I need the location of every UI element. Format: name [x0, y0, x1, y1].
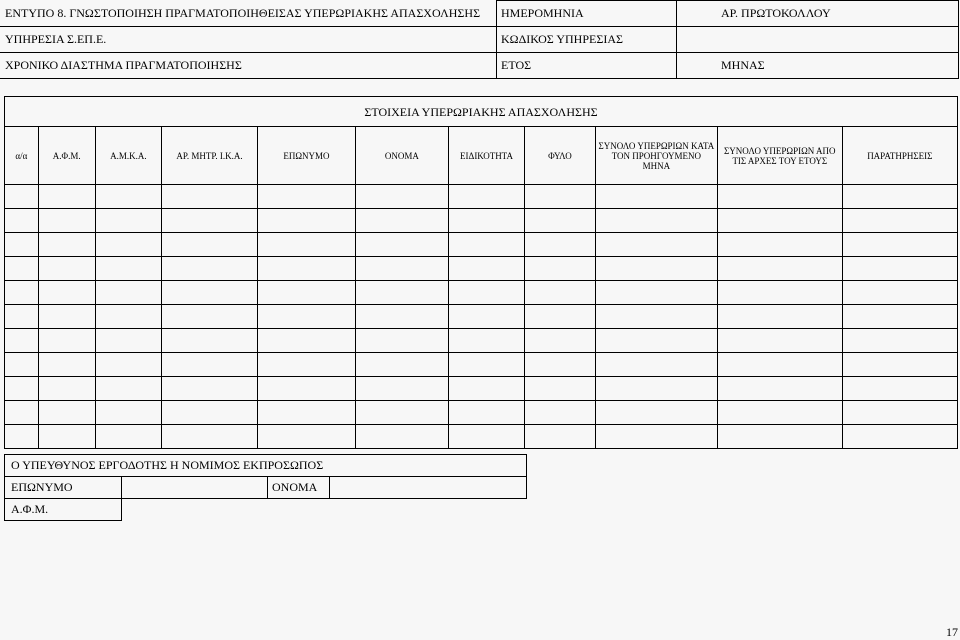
table-cell[interactable]	[38, 329, 95, 353]
table-cell[interactable]	[842, 353, 957, 377]
table-cell[interactable]	[5, 233, 39, 257]
table-cell[interactable]	[525, 233, 595, 257]
col-header-ytd-total: ΣΥΝΟΛΟ ΥΠΕΡΩΡΙΩΝ ΑΠΟ ΤΙΣ ΑΡΧΕΣ ΤΟΥ ΕΤΟΥΣ	[718, 127, 842, 185]
table-cell[interactable]	[718, 329, 842, 353]
table-cell[interactable]	[718, 353, 842, 377]
table-cell[interactable]	[95, 425, 161, 449]
signature-title: Ο ΥΠΕΥΘΥΝΟΣ ΕΡΓΟΔΟΤΗΣ Η ΝΟΜΙΜΟΣ ΕΚΠΡΟΣΩΠΟΣ	[5, 455, 527, 477]
table-cell[interactable]	[448, 305, 525, 329]
table-cell[interactable]	[355, 377, 448, 401]
table-cell[interactable]	[162, 329, 258, 353]
table-cell[interactable]	[842, 329, 957, 353]
table-cell[interactable]	[95, 185, 161, 209]
table-row	[5, 329, 958, 353]
table-cell[interactable]	[38, 257, 95, 281]
table-cell[interactable]	[38, 377, 95, 401]
table-cell[interactable]	[38, 233, 95, 257]
table-cell[interactable]	[162, 233, 258, 257]
table-cell[interactable]	[595, 185, 717, 209]
table-cell[interactable]	[257, 353, 355, 377]
table-row	[5, 185, 958, 209]
table-row	[5, 425, 958, 449]
table-cell[interactable]	[842, 281, 957, 305]
afm-label: Α.Φ.Μ.	[5, 499, 122, 521]
table-row	[5, 353, 958, 377]
table-cell[interactable]	[5, 425, 39, 449]
table-cell[interactable]	[257, 401, 355, 425]
table-cell[interactable]	[5, 257, 39, 281]
table-cell[interactable]	[5, 305, 39, 329]
table-cell[interactable]	[5, 281, 39, 305]
protocol-label: ΑΡ. ΠΡΩΤΟΚΟΛΛΟΥ	[677, 1, 959, 27]
table-cell[interactable]	[95, 257, 161, 281]
table-cell[interactable]	[38, 185, 95, 209]
table-row	[5, 209, 958, 233]
year-label: ΕΤΟΣ	[497, 53, 677, 79]
table-cell[interactable]	[525, 353, 595, 377]
table-cell[interactable]	[5, 329, 39, 353]
table-cell[interactable]	[162, 257, 258, 281]
table-cell[interactable]	[95, 353, 161, 377]
table-cell[interactable]	[355, 353, 448, 377]
table-cell[interactable]	[95, 305, 161, 329]
table-row	[5, 281, 958, 305]
table-cell[interactable]	[162, 377, 258, 401]
table-cell[interactable]	[448, 281, 525, 305]
col-header-specialty: ΕΙΔΙΚΟΤΗΤΑ	[448, 127, 525, 185]
table-row	[5, 257, 958, 281]
col-header-aa: α/α	[5, 127, 39, 185]
overtime-table-title: ΣΤΟΙΧΕΙΑ ΥΠΕΡΩΡΙΑΚΗΣ ΑΠΑΣΧΟΛΗΣΗΣ	[5, 97, 958, 127]
table-cell[interactable]	[355, 329, 448, 353]
table-row	[5, 305, 958, 329]
table-cell[interactable]	[162, 305, 258, 329]
table-row	[5, 401, 958, 425]
table-cell[interactable]	[95, 209, 161, 233]
service-code-label: ΚΩΔΙΚΟΣ ΥΠΗΡΕΣΙΑΣ	[497, 27, 677, 53]
table-cell[interactable]	[718, 425, 842, 449]
table-cell[interactable]	[162, 401, 258, 425]
table-cell[interactable]	[448, 233, 525, 257]
table-cell[interactable]	[595, 425, 717, 449]
table-cell[interactable]	[448, 257, 525, 281]
table-cell[interactable]	[355, 305, 448, 329]
table-cell[interactable]	[718, 281, 842, 305]
table-row	[5, 233, 958, 257]
table-cell[interactable]	[355, 281, 448, 305]
table-cell[interactable]	[448, 185, 525, 209]
table-cell[interactable]	[595, 377, 717, 401]
form-header-table	[0, 0, 959, 79]
period-label: ΧΡΟΝΙΚΟ ΔΙΑΣΤΗΜΑ ΠΡΑΓΜΑΤΟΠΟΙΗΣΗΣ	[1, 53, 497, 79]
name-label: ΟΝΟΜΑ	[268, 477, 330, 499]
name-field[interactable]	[330, 477, 527, 499]
table-cell[interactable]	[257, 209, 355, 233]
table-cell[interactable]	[257, 329, 355, 353]
table-cell[interactable]	[595, 401, 717, 425]
table-cell[interactable]	[355, 401, 448, 425]
col-header-ika-registry: ΑΡ. ΜΗΤΡ. Ι.Κ.Α.	[162, 127, 258, 185]
table-cell[interactable]	[842, 209, 957, 233]
overtime-table	[4, 96, 958, 449]
table-cell[interactable]	[448, 377, 525, 401]
table-cell[interactable]	[355, 425, 448, 449]
table-cell[interactable]	[718, 209, 842, 233]
table-cell[interactable]	[718, 305, 842, 329]
table-row	[5, 377, 958, 401]
service-code-value[interactable]	[677, 27, 959, 53]
table-cell[interactable]	[525, 185, 595, 209]
table-cell[interactable]	[842, 425, 957, 449]
col-header-afm: Α.Φ.Μ.	[38, 127, 95, 185]
table-cell[interactable]	[257, 281, 355, 305]
table-cell[interactable]	[38, 401, 95, 425]
col-header-surname: ΕΠΩΝΥΜΟ	[257, 127, 355, 185]
table-cell[interactable]	[95, 281, 161, 305]
table-cell[interactable]	[38, 209, 95, 233]
table-cell[interactable]	[257, 233, 355, 257]
table-cell[interactable]	[842, 401, 957, 425]
table-cell[interactable]	[355, 209, 448, 233]
table-cell[interactable]	[718, 233, 842, 257]
column-header-row	[5, 127, 958, 185]
table-cell[interactable]	[718, 257, 842, 281]
table-cell[interactable]	[355, 233, 448, 257]
table-cell[interactable]	[595, 353, 717, 377]
table-cell[interactable]	[842, 233, 957, 257]
table-cell[interactable]	[95, 401, 161, 425]
afm-field[interactable]	[122, 499, 527, 521]
table-cell[interactable]	[5, 185, 39, 209]
col-header-amka: Α.Μ.Κ.Α.	[95, 127, 161, 185]
signature-table	[4, 454, 527, 521]
form-title: ΕΝΤΥΠΟ 8. ΓΝΩΣΤΟΠΟΙΗΣΗ ΠΡΑΓΜΑΤΟΠΟΙΗΘΕΙΣΑΣ ΥΠΕΡΩΡΙΑΚΗΣ ΑΠΑΣΧΟΛΗΣΗΣ	[1, 1, 497, 27]
col-header-prev-month-total: ΣΥΝΟΛΟ ΥΠΕΡΩΡΙΩΝ ΚΑΤΑ ΤΟΝ ΠΡΟΗΓΟΥΜΕΝΟ ΜΗΝΑ	[595, 127, 717, 185]
table-cell[interactable]	[595, 209, 717, 233]
page-number: 17	[946, 625, 958, 639]
table-cell[interactable]	[257, 425, 355, 449]
table-cell[interactable]	[5, 209, 39, 233]
month-label: ΜΗΝΑΣ	[677, 53, 959, 79]
col-header-name: ΟΝΟΜΑ	[355, 127, 448, 185]
table-cell[interactable]	[162, 425, 258, 449]
table-cell[interactable]	[448, 353, 525, 377]
table-cell[interactable]	[5, 377, 39, 401]
col-header-gender: ΦΥΛΟ	[525, 127, 595, 185]
table-cell[interactable]	[842, 257, 957, 281]
service-label: ΥΠΗΡΕΣΙΑ Σ.ΕΠ.Ε.	[1, 27, 497, 53]
surname-field[interactable]	[122, 477, 268, 499]
table-cell[interactable]	[718, 401, 842, 425]
table-cell[interactable]	[718, 185, 842, 209]
table-cell[interactable]	[162, 185, 258, 209]
table-cell[interactable]	[162, 209, 258, 233]
surname-label: ΕΠΩΝΥΜΟ	[5, 477, 122, 499]
table-cell[interactable]	[525, 209, 595, 233]
table-cell[interactable]	[257, 257, 355, 281]
table-cell[interactable]	[525, 305, 595, 329]
table-cell[interactable]	[95, 329, 161, 353]
table-cell[interactable]	[525, 377, 595, 401]
col-header-remarks: ΠΑΡΑΤΗΡΗΣΕΙΣ	[842, 127, 957, 185]
table-cell[interactable]	[595, 305, 717, 329]
table-cell[interactable]	[162, 353, 258, 377]
date-label: ΗΜΕΡΟΜΗΝΙΑ	[497, 1, 677, 27]
table-cell[interactable]	[448, 425, 525, 449]
table-cell[interactable]	[95, 233, 161, 257]
table-cell[interactable]	[525, 425, 595, 449]
table-cell[interactable]	[257, 185, 355, 209]
table-cell[interactable]	[448, 401, 525, 425]
table-cell[interactable]	[525, 257, 595, 281]
table-cell[interactable]	[162, 281, 258, 305]
table-cell[interactable]	[842, 305, 957, 329]
table-cell[interactable]	[718, 377, 842, 401]
table-cell[interactable]	[5, 401, 39, 425]
table-cell[interactable]	[595, 329, 717, 353]
table-cell[interactable]	[257, 305, 355, 329]
table-cell[interactable]	[525, 401, 595, 425]
table-cell[interactable]	[355, 257, 448, 281]
table-cell[interactable]	[595, 281, 717, 305]
table-cell[interactable]	[38, 353, 95, 377]
table-cell[interactable]	[448, 329, 525, 353]
table-cell[interactable]	[525, 281, 595, 305]
table-cell[interactable]	[38, 305, 95, 329]
table-cell[interactable]	[842, 377, 957, 401]
table-cell[interactable]	[38, 425, 95, 449]
table-cell[interactable]	[38, 281, 95, 305]
table-cell[interactable]	[842, 185, 957, 209]
table-cell[interactable]	[448, 209, 525, 233]
table-cell[interactable]	[595, 233, 717, 257]
table-cell[interactable]	[257, 377, 355, 401]
table-cell[interactable]	[525, 329, 595, 353]
table-cell[interactable]	[355, 185, 448, 209]
table-cell[interactable]	[5, 353, 39, 377]
table-cell[interactable]	[595, 257, 717, 281]
table-cell[interactable]	[95, 377, 161, 401]
